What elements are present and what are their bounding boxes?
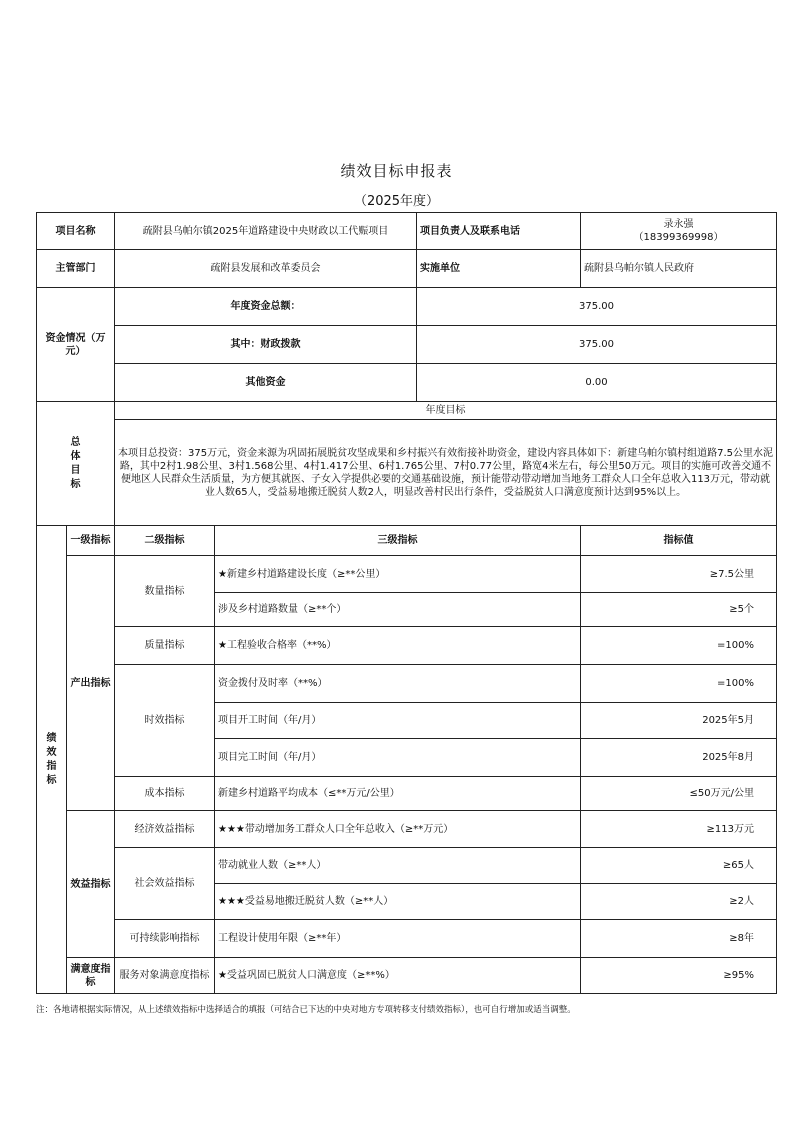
indicator-level3: ★受益巩固已脱贫人口满意度（≥**%） [215,958,581,994]
dept-value: 疏附县发展和改革委员会 [115,250,417,288]
funds-label: 资金情况（万元） [37,288,115,402]
row-funds-total [37,288,777,326]
row-goal-header [37,402,777,420]
impl-unit-label: 实施单位 [417,250,581,288]
cost-indicator-label: 成本指标 [115,777,215,811]
indicator-level3: 项目完工时间（年/月） [215,739,581,777]
timeliness-indicator-label: 时效指标 [115,665,215,777]
indicator-value: ≥113万元 [581,811,777,848]
indicator-level3: 工程设计使用年限（≥**年） [215,920,581,958]
goal-header: 年度目标 [115,402,777,420]
funds-other-label: 其他资金 [115,364,417,402]
indicator-value: ≥5个 [581,593,777,627]
quality-indicator-label: 质量指标 [115,627,215,665]
page-subtitle-year: （2025年度） [353,194,440,209]
indicator-level3: ★★★受益易地搬迁脱贫人数（≥**人） [215,884,581,920]
indicator-level3: 资金拨付及时率（**%） [215,665,581,703]
funds-fiscal-label: 其中：财政拨款 [115,326,417,364]
funds-total-label: 年度资金总额： [115,288,417,326]
col-level3-header: 三级指标 [215,526,581,556]
row-project-name [37,213,777,250]
funds-total-value: 375.00 [417,288,777,326]
project-leader-value [581,213,777,250]
funds-fiscal-value: 375.00 [417,326,777,364]
row-funds-other [37,364,777,402]
col-value-header: 指标值 [581,526,777,556]
economic-indicator-label: 经济效益指标 [115,811,215,848]
indicator-value: ≥8年 [581,920,777,958]
table-row [37,627,777,665]
benefit-indicator-label: 效益指标 [67,811,115,958]
output-indicator-label: 产出指标 [67,556,115,811]
indicator-value: =100% [581,665,777,703]
indicator-value: ≥2人 [581,884,777,920]
service-satisfaction-label: 服务对象满意度指标 [115,958,215,994]
social-indicator-label: 社会效益指标 [115,848,215,920]
indicator-value: ≥65人 [581,848,777,884]
goal-label: 总体目标 [37,402,115,526]
sustainable-indicator-label: 可持续影响指标 [115,920,215,958]
indicator-level3: 涉及乡村道路数量（≥**个） [215,593,581,627]
indicator-value: 2025年5月 [581,703,777,739]
page-title: 绩效目标申报表 [340,162,453,180]
funds-other-value: 0.00 [417,364,777,402]
table-row [37,811,777,848]
row-indicator-header [37,526,777,556]
indicator-level3: 带动就业人数（≥**人） [215,848,581,884]
indicator-level3: ★★★带动增加务工群众人口全年总收入（≥**万元） [215,811,581,848]
row-department [37,250,777,288]
row-funds-fiscal [37,326,777,364]
project-name-value: 疏附县乌帕尔镇2025年道路建设中央财政以工代赈项目 [115,213,417,250]
footnote: 注：各地请根据实际情况，从上述绩效指标中选择适合的填报（可结合已下达的中央对地方专项转移支付绩效指标），也可自行增加或适当调整。 [36,1005,576,1015]
table-row [37,958,777,994]
goal-text: 本项目总投资：375万元，资金来源为巩固拓展脱贫攻坚成果和乡村振兴有效衔接补助资金，建设内容具体如下：新建乌帕尔镇村组道路7.5公里水泥路，其中2村1.98公里、3村1.568公里、4村1.417公里、6村1.765公里、7村0.77公里，路宽4米左右，每公里50万元。项目的实施可改善交通不便地区人民群众生活质量，为方便其就医、子女入学提供必要的交通基础设施，预计能带动带动增加当地务工群众人口全年总收入113万元，带动就业人数65人，受益易地搬迁脱贫人数2人，明显改善村民出行条件，受益脱贫人口满意度预计达到95%以上。 [115,420,777,526]
row-goal-text [37,420,777,526]
quantity-indicator-label: 数量指标 [115,556,215,627]
indicator-level3: 项目开工时间（年/月） [215,703,581,739]
project-leader-name: 录永强 [663,219,694,230]
indicator-value: ≥7.5公里 [581,556,777,593]
indicator-level3: ★新建乡村道路建设长度（≥**公里） [215,556,581,593]
indicators-label: 绩效指标 [37,526,67,994]
table-row [37,920,777,958]
project-leader-label: 项目负责人及联系电话 [417,213,581,250]
indicator-value: =100% [581,627,777,665]
indicator-level3: ★工程验收合格率（**%） [215,627,581,665]
indicator-level3: 新建乡村道路平均成本（≤**万元/公里） [215,777,581,811]
impl-unit-value: 疏附县乌帕尔镇人民政府 [581,250,777,288]
satisfaction-indicator-label: 满意度指标 [67,958,115,994]
indicator-value: ≤50万元/公里 [581,777,777,811]
project-leader-phone: （18399369998） [633,232,724,243]
col-level2-header: 二级指标 [115,526,215,556]
indicator-value: 2025年8月 [581,739,777,777]
table-row [37,556,777,593]
project-name-label: 项目名称 [37,213,115,250]
dept-label: 主管部门 [37,250,115,288]
indicator-value: ≥95% [581,958,777,994]
table-row [37,665,777,703]
table-row [37,777,777,811]
table-row [37,848,777,884]
performance-target-form [36,212,777,994]
col-level1-header: 一级指标 [67,526,115,556]
